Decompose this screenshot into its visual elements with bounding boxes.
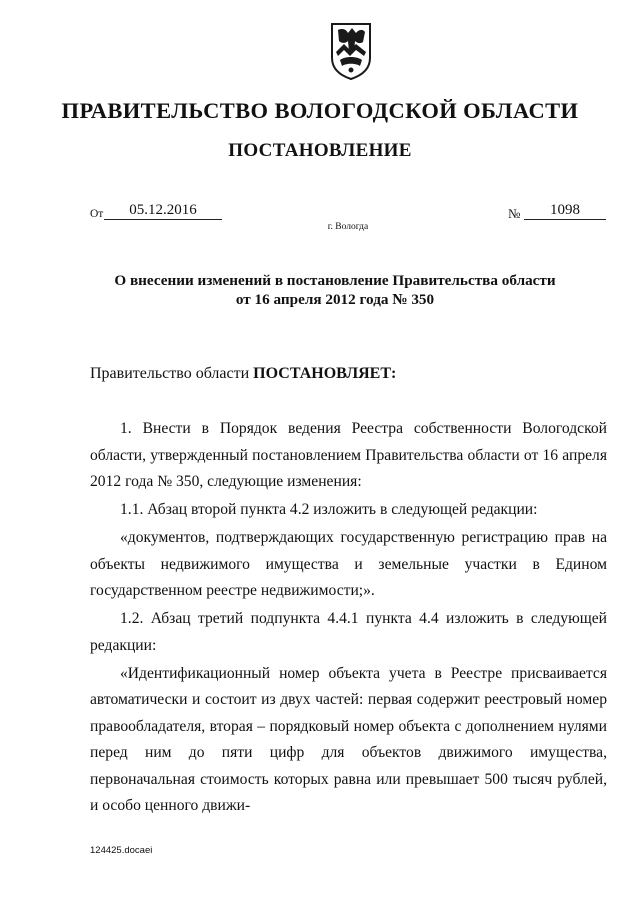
subject-line-2: от 16 апреля 2012 года № 350 — [235, 291, 435, 308]
file-name-footer: 124425.docaei — [90, 845, 153, 856]
document-date: 05.12.2016 — [104, 202, 222, 220]
government-title: ПРАВИТЕЛЬСТВО ВОЛОГОДСКОЙ ОБЛАСТИ — [61, 98, 579, 123]
intro-text: Правительство области — [90, 365, 254, 382]
paragraph-1-1: 1.1. Абзац второй пункта 4.2 изложить в следующей редакции: — [120, 501, 538, 518]
document-type-title: ПОСТАНОВЛЕНИЕ — [228, 140, 412, 161]
paragraph-1-1-quote: «документов, подтверждающих государственную регистрацию прав на объекты недвижимого имущества и земельные участки в Едином государственном реестре недвижимости;». — [90, 529, 607, 599]
paragraph-1-2-quote: «Идентификационный номер объекта учета в Реестре присваивается автоматически и состоит из двух частей: первая содержит реестровый номер правообладателя, вторая – порядковый номер объекта с дополнением нулями перед ним до пяти цифр для объектов движимого имущества, первоначальная стоимость которых равна или превышает 500 тысяч рублей, и особо ценного движи- — [90, 664, 607, 814]
date-label: От — [90, 208, 104, 220]
document-number: 1098 — [524, 202, 606, 220]
paragraph-1: 1. Внести в Порядок ведения Реестра собственности Вологодской области, утвержденный постановлением Правительства области от 16 апреля 2012 года № 350, следующие изменения: — [90, 420, 607, 490]
document-subject — [100, 271, 570, 309]
number-label: № — [508, 206, 521, 221]
subject-line-1: О внесении изменений в постановление Правительства области — [114, 272, 556, 289]
paragraph-1-2: 1.2. Абзац третий подпункта 4.4.1 пункта 4.4 изложить в следующей редакции: — [90, 610, 607, 654]
city-label: г. Вологда — [327, 222, 369, 232]
resolution-intro — [90, 365, 396, 383]
coat-of-arms-icon — [330, 22, 372, 80]
intro-decree-word: ПОСТАНОВЛЯЕТ: — [253, 365, 397, 382]
document-body — [90, 416, 607, 821]
